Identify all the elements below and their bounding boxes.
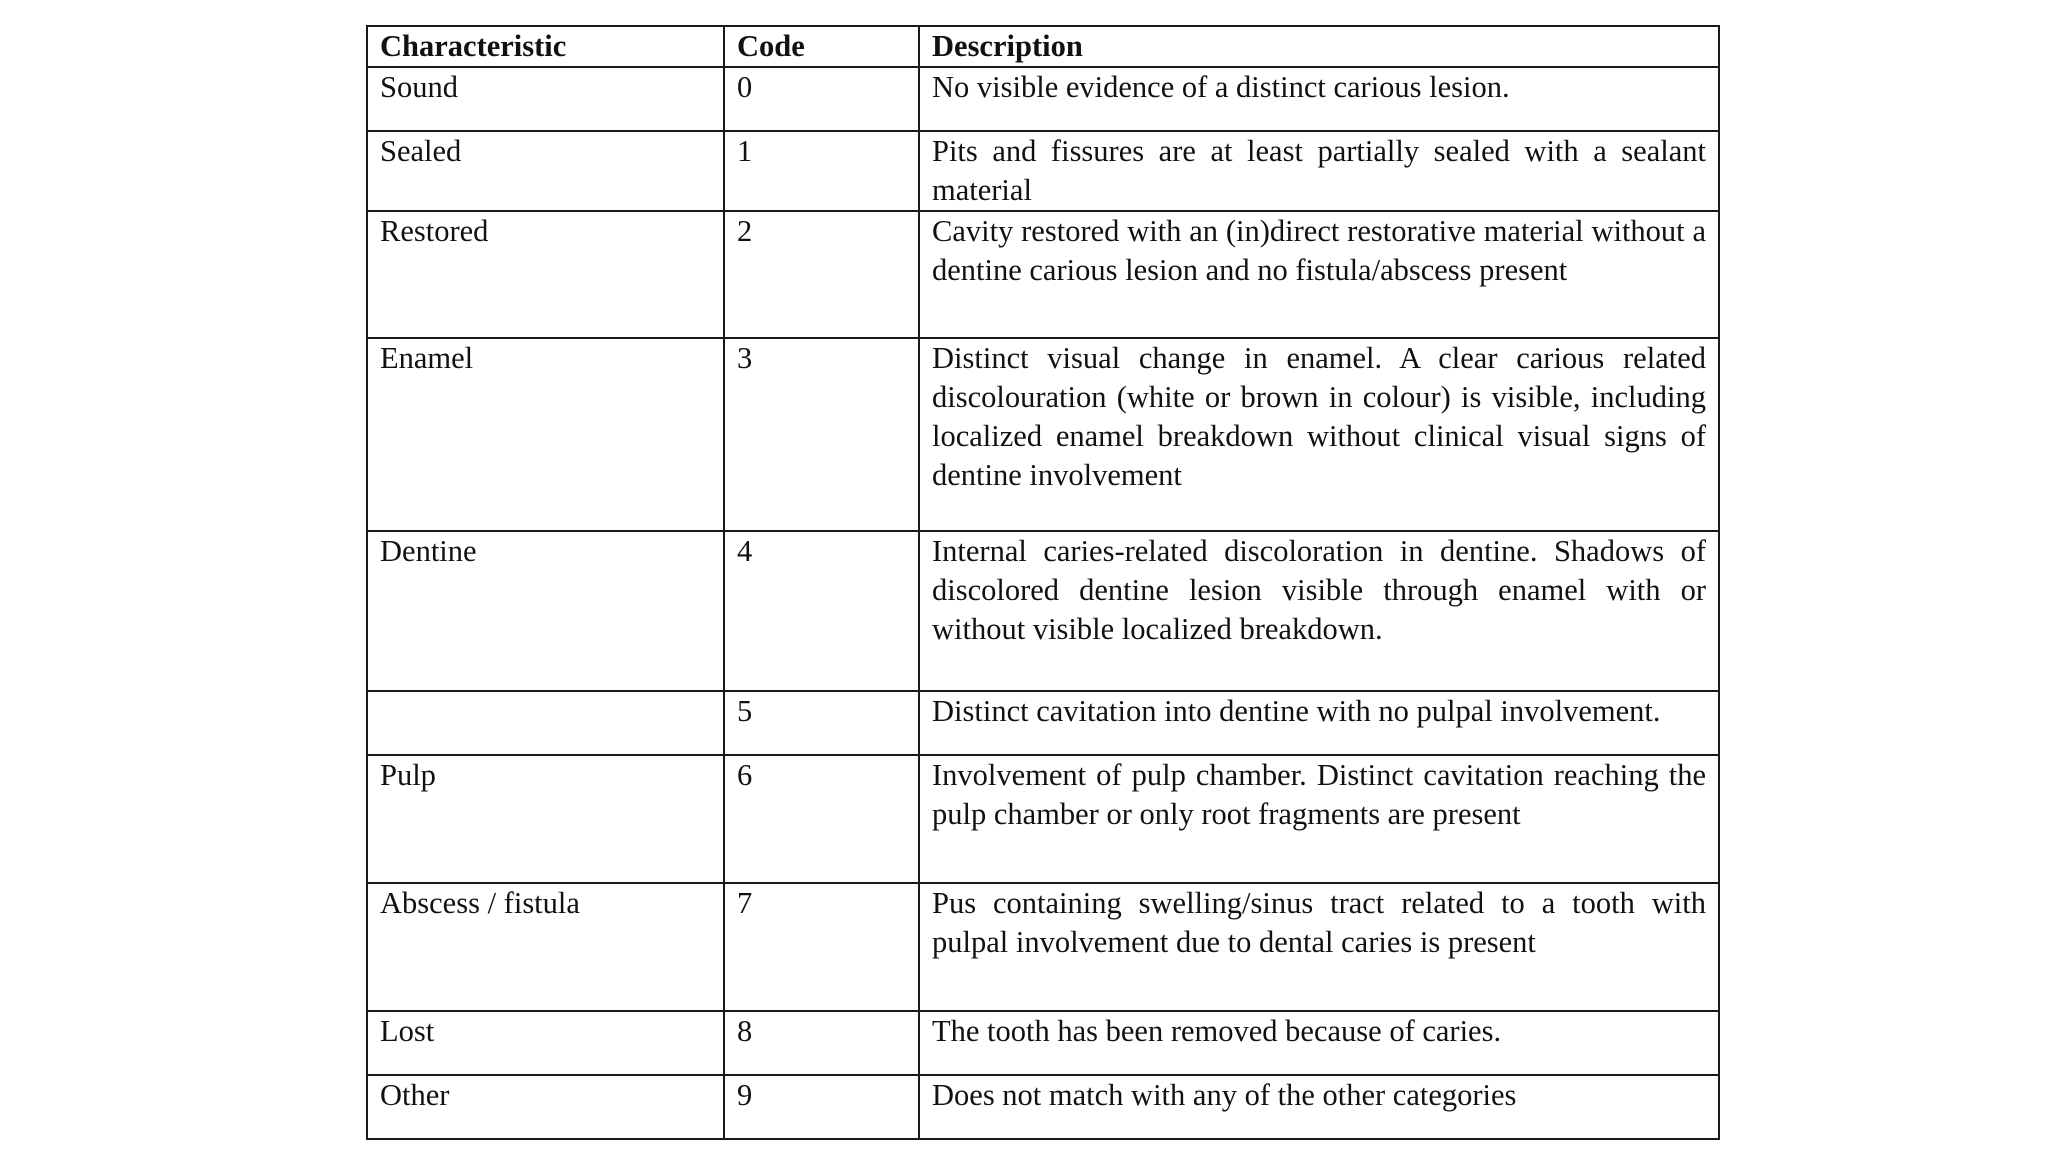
table-row <box>367 67 1719 131</box>
table-header <box>367 26 1719 67</box>
caries-classification-table <box>366 25 1720 1140</box>
cell-description: Pus containing swelling/sinus tract related to a tooth with pulpal involvement due to dental caries is present <box>919 883 1719 1011</box>
cell-description: Does not match with any of the other categories <box>919 1075 1719 1139</box>
cell-characteristic: Lost <box>367 1011 724 1075</box>
cell-code: 6 <box>724 755 919 883</box>
cell-description: Internal caries-related discoloration in dentine. Shadows of discolored dentine lesion visible through enamel with or without visible localized breakdown. <box>919 531 1719 691</box>
cell-description: Involvement of pulp chamber. Distinct cavitation reaching the pulp chamber or only root fragments are present <box>919 755 1719 883</box>
cell-description: The tooth has been removed because of caries. <box>919 1011 1719 1075</box>
cell-description: Distinct cavitation into dentine with no pulpal involvement. <box>919 691 1719 755</box>
header-description: Description <box>919 26 1719 67</box>
cell-code: 2 <box>724 211 919 338</box>
cell-characteristic: Enamel <box>367 338 724 531</box>
cell-characteristic <box>367 691 724 755</box>
cell-code: 5 <box>724 691 919 755</box>
header-row <box>367 26 1719 67</box>
cell-code: 1 <box>724 131 919 211</box>
cell-description: Distinct visual change in enamel. A clear carious related discolouration (white or brown in colour) is visible, including localized enamel breakdown without clinical visual signs of dentine involvement <box>919 338 1719 531</box>
cell-description: Pits and fissures are at least partially sealed with a sealant material <box>919 131 1719 211</box>
cell-characteristic: Pulp <box>367 755 724 883</box>
cell-characteristic: Sealed <box>367 131 724 211</box>
table-row <box>367 131 1719 211</box>
table-body <box>367 67 1719 1139</box>
table-row <box>367 531 1719 691</box>
header-code: Code <box>724 26 919 67</box>
cell-characteristic: Other <box>367 1075 724 1139</box>
cell-characteristic: Abscess / fistula <box>367 883 724 1011</box>
header-characteristic: Characteristic <box>367 26 724 67</box>
table-row <box>367 211 1719 338</box>
cell-characteristic: Sound <box>367 67 724 131</box>
cell-code: 8 <box>724 1011 919 1075</box>
table-row <box>367 883 1719 1011</box>
cell-code: 7 <box>724 883 919 1011</box>
cell-description: No visible evidence of a distinct carious lesion. <box>919 67 1719 131</box>
table-row <box>367 755 1719 883</box>
cell-code: 4 <box>724 531 919 691</box>
cell-characteristic: Restored <box>367 211 724 338</box>
table-row <box>367 338 1719 531</box>
table-row <box>367 1011 1719 1075</box>
table-row <box>367 1075 1719 1139</box>
cell-description: Cavity restored with an (in)direct restorative material without a dentine carious lesion and no fistula/abscess present <box>919 211 1719 338</box>
cell-code: 3 <box>724 338 919 531</box>
cell-code: 9 <box>724 1075 919 1139</box>
cell-characteristic: Dentine <box>367 531 724 691</box>
table-row <box>367 691 1719 755</box>
cell-code: 0 <box>724 67 919 131</box>
